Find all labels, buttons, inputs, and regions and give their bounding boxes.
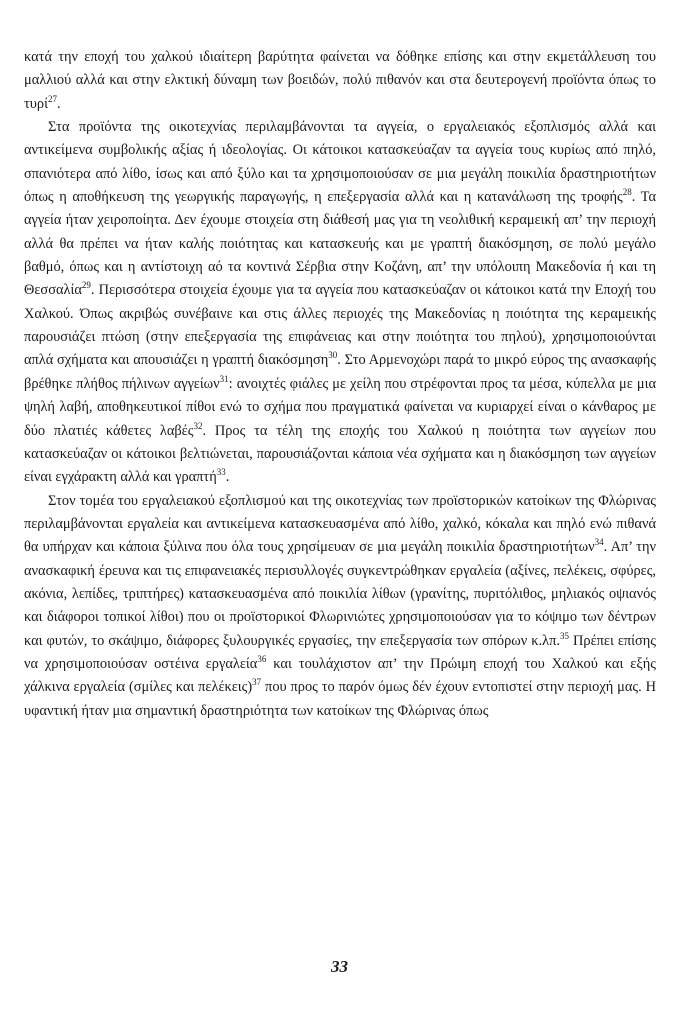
footnote-reference: 32: [193, 420, 203, 431]
paragraph-text: κατά την εποχή του χαλκού ιδιαίτερη βαρύτητα φαίνεται να δόθηκε επίσης και στην εκμετάλλευση του μαλλιού αλλά και στην ελκτική δύναμη των βοειδών, πολύ πιθανόν και στα δευτερογενή προϊόντα όπως το τυρί: [24, 49, 656, 112]
footnote-reference: 37: [252, 677, 262, 688]
footnote-reference: 29: [81, 280, 91, 291]
footnote-reference: 30: [328, 350, 338, 361]
footnote-reference: 34: [594, 537, 604, 548]
paragraph-text: .: [225, 469, 230, 486]
page-number: 33: [331, 957, 348, 976]
paragraph-text: . Περισσότερα στοιχεία έχουμε για τα αγγεία που κατασκεύαζαν οι κάτοικοι κατά την Εποχή του Χαλκού. Όπως ακριβώς συνέβαινε και στις άλλες περιοχές της Μακεδονίας η ποιότητα της κεραμεικής παρουσιάζει πτώση (στην επεξεργασία της επιφάνειας και στην ποιότητα του πηλού), χρησιμοποιούνται απλά σχήματα και απουσιάζει η γραπτή διακόσμηση: [24, 282, 656, 369]
paragraph: [24, 490, 656, 723]
footnote-reference: 31: [219, 374, 229, 385]
paragraph-text: . Στο Αρμενοχώρι παρά το μικρό εύρος της ανασκαφής βρέθηκε πλήθος πήλινων αγγείων: [24, 352, 656, 392]
footnote-reference: 28: [622, 187, 632, 198]
paragraph: [24, 46, 656, 116]
page-body: [24, 46, 656, 723]
paragraph-text: . Προς τα τέλη της εποχής του Χαλκού η ποιότητα των αγγείων που κατασκεύαζαν οι κάτοικοι βελτιώνεται, παρουσιάζονται κάποια νέα σχήματα και η διακόσμηση των αγγείων είναι εγχάρακτη αλλά και γραπτή: [24, 422, 657, 486]
paragraph-text: Στα προϊόντα της οικοτεχνίας περιλαμβάνονται τα αγγεία, ο εργαλειακός εξοπλισμός αλλά και αντικείμενα συμβολικής αξίας ή ιδεολογίας. Οι κάτοικοι κατασκεύαζαν τα αγγεία τους κυρίως από πηλό, σπανιότερα από λίθο, ίσως και από ξύλο και τα χρησιμοποιούσαν σε μια μεγάλη ποικιλία δραστηριοτήτων όπως η αποθήκευση της γεωργικής παραγωγής, η επεξεργασία αλλά και η κατανάλωση της τροφής: [24, 119, 656, 206]
paragraph-text: Στον τομέα του εργαλειακού εξοπλισμού και της οικοτεχνίας των προϊστορικών κατοίκων της Φλώρινας περιλαμβάνονται εργαλεία και αντικείμενα κατασκευασμένα από λίθο, χαλκό, κόκαλα και πηλό ενώ πιθανά θα υπήρχαν και κάποια ξύλινα που όλα τους χρησίμευαν σε μια μεγάλη ποικιλία δραστηριοτήτων: [24, 492, 656, 556]
paragraph-text: που προς το παρόν όμως δέν έχουν εντοπιστεί στην περιοχή μας. Η υφαντική ήταν μια σημαντική δραστηριότητα των κατοίκων της Φλώρινας όπως: [24, 679, 656, 719]
paragraph-text: : ανοιχτές φιάλες με χείλη που στρέφονται προς τα μέσα, κύπελλα με μια ψηλή λαβή, αποθηκευτικοί πίθοι ενώ το σχήμα που πραγματικά φαίνεται να κυριαρχεί είναι ο κάνθαρος με δύο πλατιές κάθετες λαβές: [24, 375, 656, 439]
paragraph: [24, 116, 656, 490]
footnote-reference: 35: [560, 630, 569, 641]
footnote-reference: 33: [216, 467, 226, 478]
footnote-reference: 27: [47, 93, 57, 104]
paragraph-text: .: [56, 95, 61, 112]
footnote-reference: 36: [257, 654, 267, 665]
paragraph-text: . Απ’ την ανασκαφική έρευνα και τις επιφανειακές περισυλλογές συγκεντρώθηκαν εργαλεία (αξίνες, πελέκεις, σφύρες, ακόνια, λεπίδες, τριπτήρες) κατασκευασμένα από ποικιλία λίθων (γρανίτης, πυριτόλιθος, μηλιακός οψιανός και διάφοροι τοπικοί λίθοι) που οι προϊστορικοί Φλωρινιώτες χρησιμοποιούσαν για το κόψιμο των δέντρων και φυτών, το σκάψιμο, διάφορες ξυλουργικές εργασίες, την επεξεργασία των σπόρων κ.λπ.: [24, 539, 656, 649]
paragraph-text: . Τα αγγεία ήταν χειροποίητα. Δεν έχουμε στοιχεία στη διάθεσή μας για τη νεολιθική κεραμεική απ’ την περιοχή αλλά θα πρέπει να ήταν καλής ποιότητας και κατασκευής και με γραπτή διακόσμηση, σε πολύ μεγάλο βαθμό, όπως και η αντίστοιχη αό τα κοντινά Σέρβια στην Κοζάνη, απ’ την υπόλοιπη Μακεδονία ή και τη Θεσσαλία: [24, 189, 656, 299]
paragraph-text: και τουλάχιστον απ’ την Πρώιμη εποχή του Χαλκού και εξής χάλκινα εργαλεία (σμίλες και πελέκεις): [24, 655, 656, 696]
paragraph-text: Πρέπει επίσης να χρησιμοποιούσαν οστέινα εργαλεία: [24, 632, 657, 672]
